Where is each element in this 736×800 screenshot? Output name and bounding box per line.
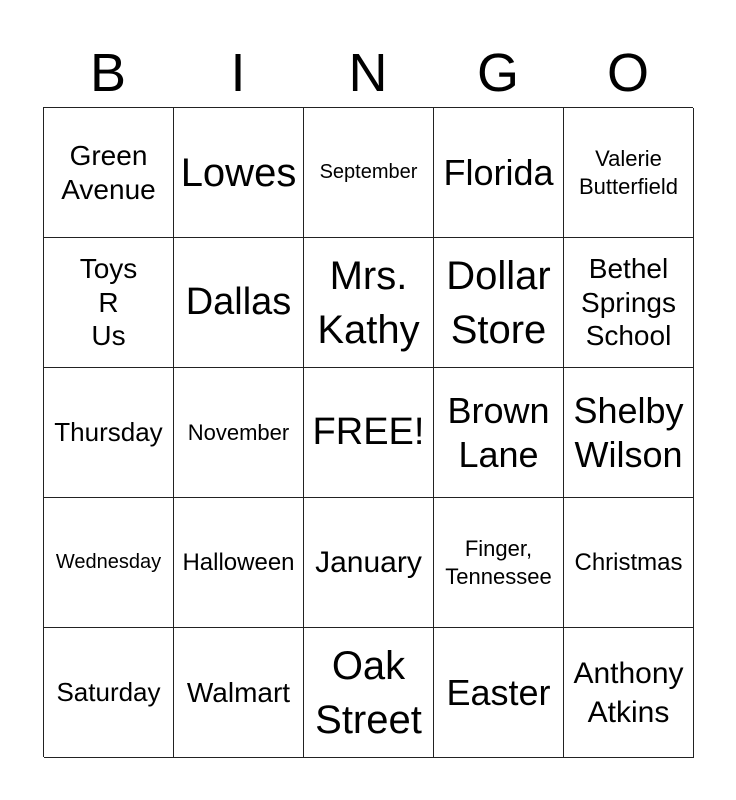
bingo-cell[interactable] — [44, 498, 174, 628]
cell-text: Halloween — [182, 548, 295, 576]
bingo-cell[interactable] — [44, 368, 174, 498]
cell-text: Oak — [331, 643, 406, 688]
bingo-cell[interactable] — [174, 498, 304, 628]
cell-text: FREE! — [312, 410, 425, 453]
bingo-cell[interactable] — [434, 628, 564, 758]
cell-text: School — [585, 320, 672, 352]
cell-text: Christmas — [574, 548, 683, 576]
bingo-cell[interactable] — [44, 238, 174, 368]
cell-text: Anthony — [573, 656, 684, 690]
cell-text: Toys — [79, 253, 138, 285]
bingo-cell[interactable] — [304, 498, 434, 628]
bingo-cell[interactable] — [44, 628, 174, 758]
bingo-cell[interactable] — [174, 238, 304, 368]
bingo-cell[interactable] — [304, 108, 434, 238]
cell-text: Dollar — [446, 253, 551, 298]
cell-text: R — [98, 286, 119, 318]
cell-text: Tennessee — [445, 563, 552, 589]
bingo-cell[interactable] — [434, 238, 564, 368]
cell-text: Florida — [443, 151, 554, 193]
cell-text: Avenue — [61, 173, 156, 205]
cell-text: Street — [315, 697, 422, 742]
cell-text: November — [187, 419, 290, 445]
cell-text: Springs — [581, 286, 676, 318]
cell-text: Store — [450, 307, 547, 352]
bingo-board — [43, 107, 693, 757]
cell-text: Saturday — [56, 677, 161, 708]
cell-text: Bethel — [588, 253, 669, 285]
bingo-cell[interactable] — [564, 108, 694, 238]
cell-text: Lowes — [180, 150, 297, 195]
cell-text: Wilson — [574, 433, 683, 475]
header-letter-o: O — [606, 43, 649, 103]
cell-text: Valerie — [595, 146, 662, 171]
header-letter-n: N — [348, 43, 388, 103]
cell-text: September — [319, 161, 418, 183]
cell-text: Thursday — [54, 417, 163, 448]
bingo-cell[interactable] — [434, 368, 564, 498]
bingo-cell[interactable] — [564, 628, 694, 758]
bingo-header — [43, 42, 693, 104]
cell-text: January — [315, 546, 422, 579]
cell-text: Us — [91, 320, 126, 352]
bingo-cell[interactable] — [174, 628, 304, 758]
header-letter-g: G — [476, 43, 519, 103]
bingo-cell[interactable] — [304, 628, 434, 758]
cell-text: Shelby — [573, 390, 684, 432]
bingo-cell[interactable] — [174, 368, 304, 498]
cell-text: Wednesday — [55, 551, 162, 573]
bingo-cell[interactable] — [174, 108, 304, 238]
bingo-cell[interactable] — [434, 498, 564, 628]
cell-text: Kathy — [317, 307, 420, 352]
cell-text: Atkins — [587, 695, 670, 729]
cell-text: Brown — [447, 390, 550, 432]
cell-text: Finger, — [464, 536, 533, 561]
bingo-cell[interactable] — [564, 498, 694, 628]
bingo-cell[interactable] — [564, 368, 694, 498]
cell-text: Butterfield — [578, 173, 679, 199]
bingo-cell[interactable] — [434, 108, 564, 238]
header-letter-b: B — [89, 43, 127, 103]
bingo-cell[interactable] — [304, 368, 434, 498]
cell-text: Lane — [458, 433, 539, 475]
cell-text: Easter — [446, 671, 551, 713]
cell-text: Mrs. — [329, 253, 408, 298]
bingo-cell[interactable] — [564, 238, 694, 368]
cell-text: Dallas — [185, 280, 292, 323]
cell-text: Green — [69, 139, 148, 171]
bingo-cell[interactable] — [304, 238, 434, 368]
bingo-cell[interactable] — [44, 108, 174, 238]
cell-text: Walmart — [186, 676, 291, 708]
header-letter-i: I — [230, 43, 246, 103]
